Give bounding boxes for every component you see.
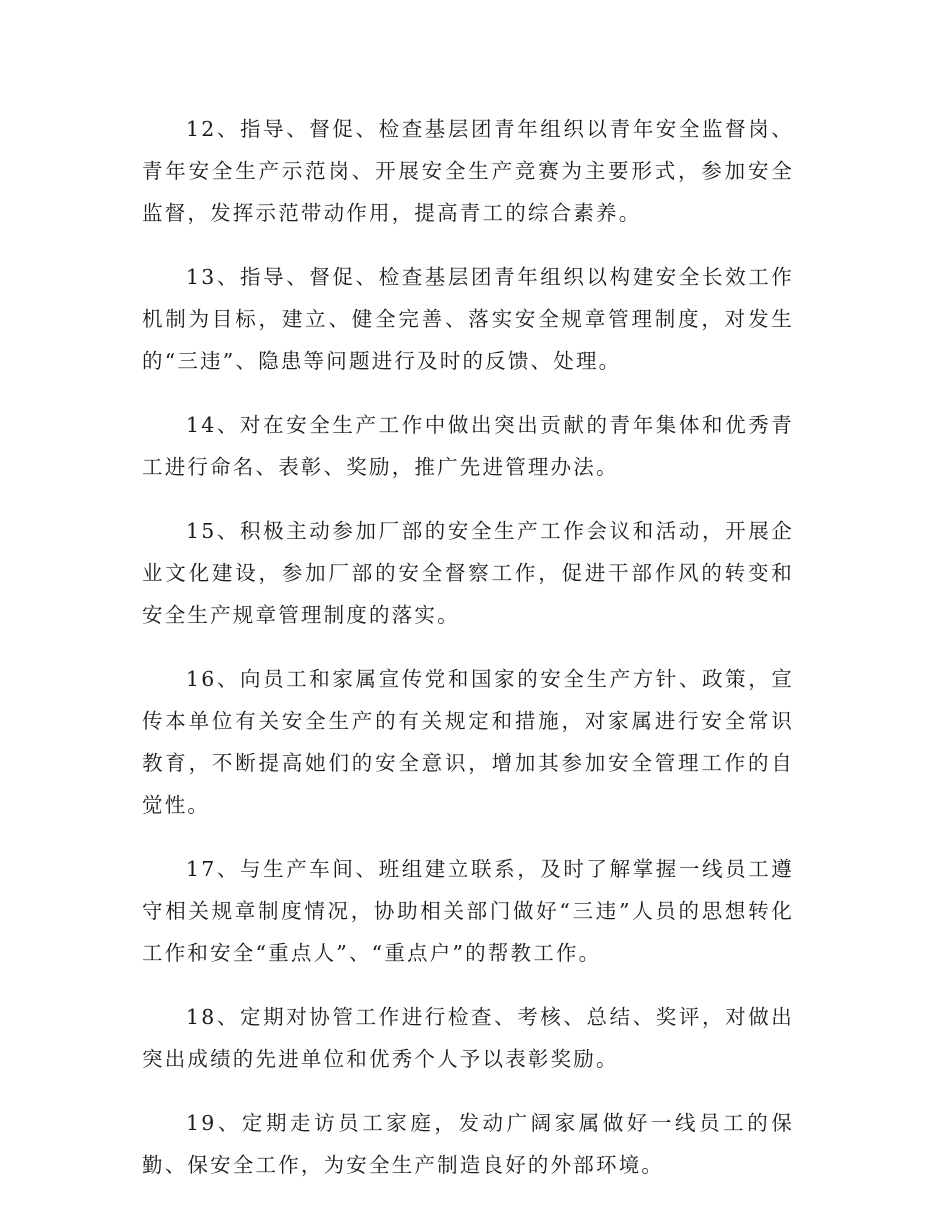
paragraph-13: 13、指导、督促、检查基层团青年组织以构建安全长效工作机制为目标，建立、健全完善、落实安全规章管理制度，对发生的“三违”、隐患等问题进行及时的反馈、处理。: [142, 265, 794, 373]
paragraph-15: 15、积极主动参加厂部的安全生产工作会议和活动，开展企业文化建设，参加厂部的安全督察工作，促进干部作风的转变和安全生产规章管理制度的落实。: [142, 519, 794, 627]
document-body: [142, 108, 794, 1208]
paragraph-14: 14、对在安全生产工作中做出突出贡献的青年集体和优秀青工进行命名、表彰、奖励，推广先进管理办法。: [142, 413, 794, 479]
paragraph-12: 12、指导、督促、检查基层团青年组织以青年安全监督岗、青年安全生产示范岗、开展安全生产竞赛为主要形式，参加安全监督，发挥示范带动作用，提高青工的综合素养。: [142, 117, 794, 225]
paragraph-19: 19、定期走访员工家庭，发动广阔家属做好一线员工的保勤、保安全工作，为安全生产制造良好的外部环境。: [142, 1111, 794, 1177]
paragraph-18: 18、定期对协管工作进行检查、考核、总结、奖评，对做出突出成绩的先进单位和优秀个人予以表彰奖励。: [142, 1005, 794, 1071]
paragraph-17: 17、与生产车间、班组建立联系，及时了解掌握一线员工遵守相关规章制度情况，协助相关部门做好“三违”人员的思想转化工作和安全“重点人”、“重点户”的帮教工作。: [142, 857, 794, 965]
paragraph-16: 16、向员工和家属宣传党和国家的安全生产方针、政策，宣传本单位有关安全生产的有关规定和措施，对家属进行安全常识教育，不断提高她们的安全意识，增加其参加安全管理工作的自觉性。: [142, 667, 794, 817]
